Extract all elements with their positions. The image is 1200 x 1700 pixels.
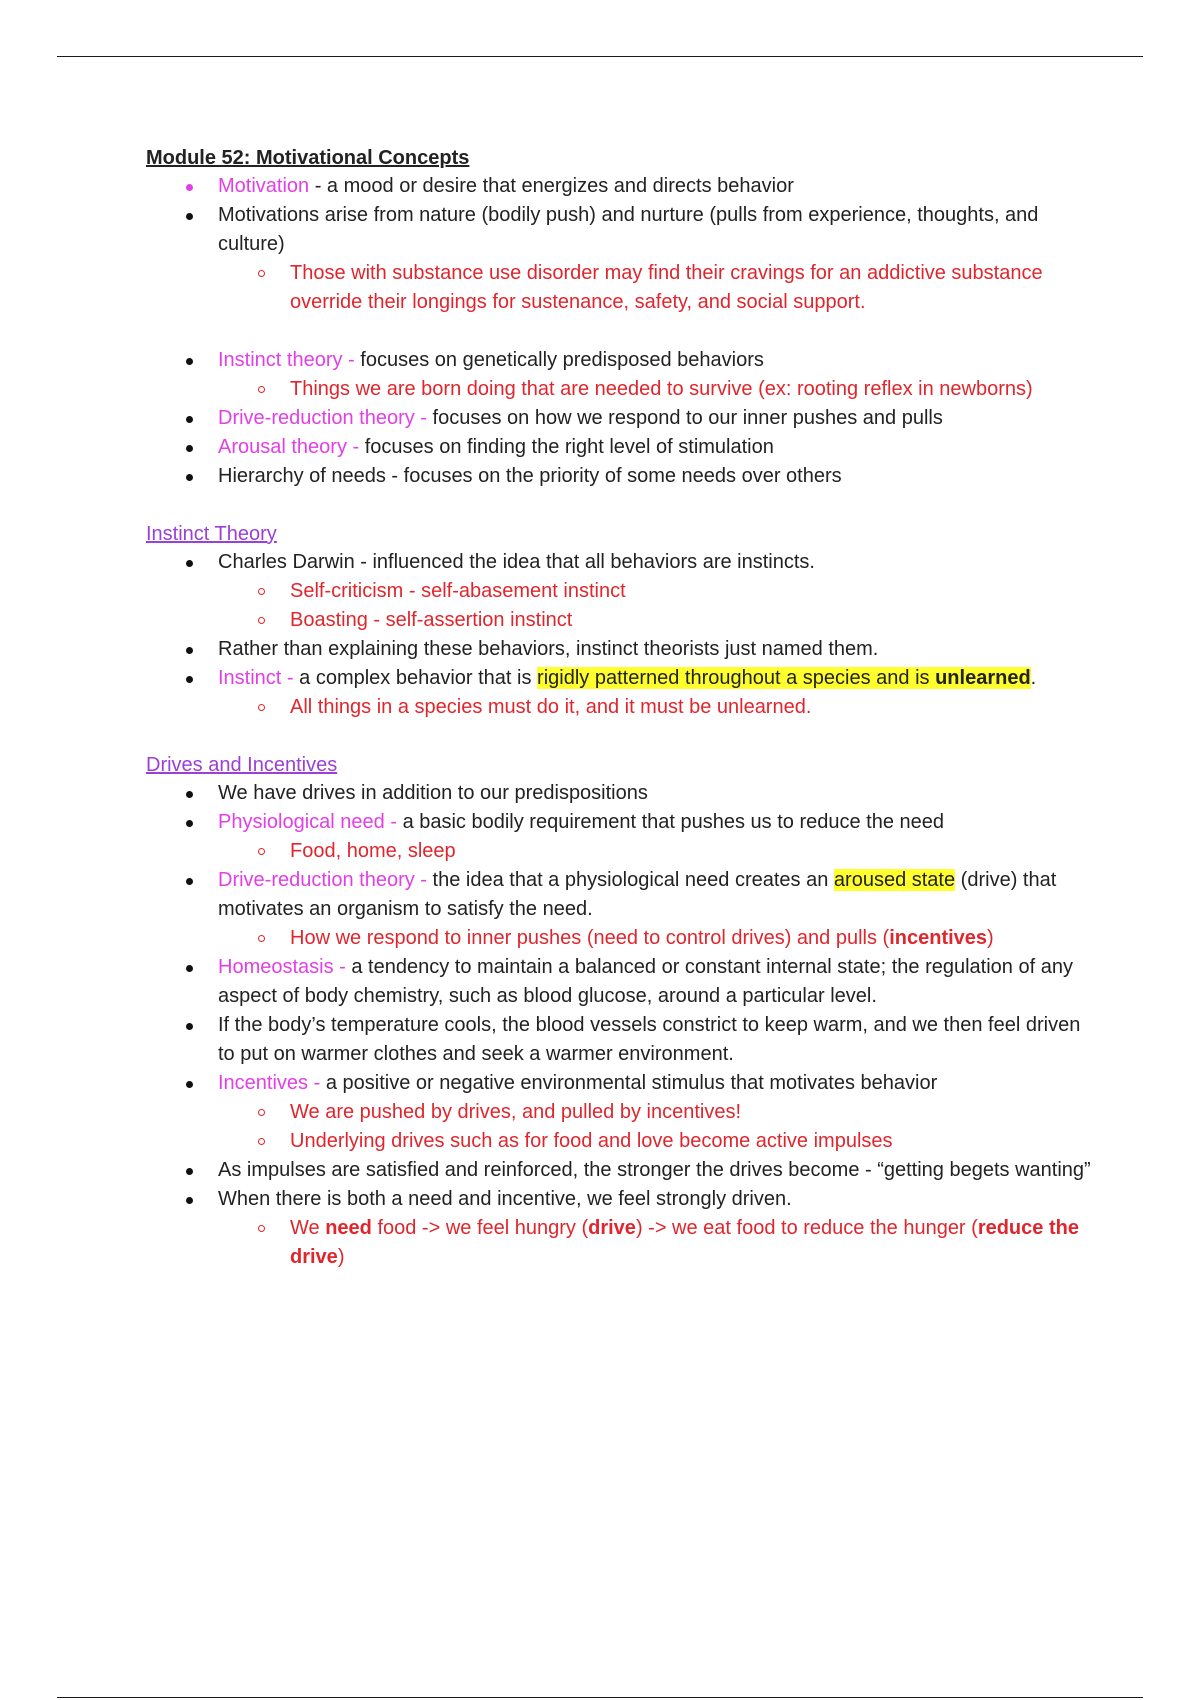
list-item: Instinct - a complex behavior that is rigidly patterned throughout a species and is unlearned. All things in a species must do it, and it must be unlearned.	[146, 664, 1096, 722]
term: Arousal theory -	[218, 436, 365, 458]
list-item: Motivation - a mood or desire that energizes and directs behavior	[146, 172, 1096, 201]
sub-list	[218, 837, 1096, 866]
sub-list-item: How we respond to inner pushes (need to control drives) and pulls (incentives)	[218, 924, 1096, 953]
top-rule	[57, 56, 1143, 57]
sub-list-item: Food, home, sleep	[218, 837, 1096, 866]
drives-list	[146, 779, 1096, 1272]
sub-list	[218, 375, 1096, 404]
list-item: Incentives - a positive or negative environmental stimulus that motivates behavior We are pushed by drives, and pulled by incentives! Underlying drives such as for food and love become active impulses	[146, 1069, 1096, 1156]
term: Homeostasis -	[218, 956, 352, 978]
spacer	[146, 722, 1096, 751]
term: Incentives -	[218, 1072, 326, 1094]
sub-list-item: Self-criticism - self-abasement instinct	[218, 577, 1096, 606]
instinct-section-title: Instinct Theory	[146, 523, 277, 545]
sub-list-item: Boasting - self-assertion instinct	[218, 606, 1096, 635]
highlight: aroused state	[833, 869, 956, 891]
list-item: Instinct theory - focuses on genetically predisposed behaviors Things we are born doing that are needed to survive (ex: rooting reflex in newborns)	[146, 346, 1096, 404]
sub-list	[218, 577, 1096, 635]
highlight: rigidly patterned throughout a species and is	[537, 667, 936, 689]
sub-list-item: All things in a species must do it, and it must be unlearned.	[218, 693, 1096, 722]
list-item: We have drives in addition to our predispositions	[146, 779, 1096, 808]
spacer	[146, 317, 1096, 346]
module-list	[146, 172, 1096, 317]
sub-list	[218, 924, 1096, 953]
sub-list-item: Those with substance use disorder may find their cravings for an addictive substance override their longings for sustenance, safety, and social support.	[218, 259, 1096, 317]
bottom-rule	[57, 1697, 1143, 1698]
list-item: If the body’s temperature cools, the blood vessels constrict to keep warm, and we then feel driven to put on warmer clothes and seek a warmer environment.	[146, 1011, 1096, 1069]
module-title: Module 52: Motivational Concepts	[146, 147, 470, 169]
list-item: Physiological need - a basic bodily requirement that pushes us to reduce the need Food, home, sleep	[146, 808, 1096, 866]
sub-list	[218, 1098, 1096, 1156]
term: Instinct -	[218, 667, 300, 689]
list-item: Charles Darwin - influenced the idea that all behaviors are instincts. Self-criticism - self-abasement instinct Boasting - self-assertion instinct	[146, 548, 1096, 635]
term: Instinct theory -	[218, 349, 361, 371]
list-item: Rather than explaining these behaviors, instinct theorists just named them.	[146, 635, 1096, 664]
sub-list-item: Things we are born doing that are needed to survive (ex: rooting reflex in newborns)	[218, 375, 1096, 404]
sub-list-item: We need food -> we feel hungry (drive) -> we eat food to reduce the hunger (reduce the drive)	[218, 1214, 1096, 1272]
list-item: As impulses are satisfied and reinforced, the stronger the drives become - “getting begets wanting”	[146, 1156, 1096, 1185]
list-item: Drive-reduction theory - the idea that a physiological need creates an aroused state (drive) that motivates an organism to satisfy the need. How we respond to inner pushes (need to control drives) and pulls (incentives)	[146, 866, 1096, 953]
sub-list-item: We are pushed by drives, and pulled by incentives!	[218, 1098, 1096, 1127]
list-item: Arousal theory - focuses on finding the right level of stimulation	[146, 433, 1096, 462]
highlight-bold: unlearned	[935, 667, 1031, 689]
list-item: Hierarchy of needs - focuses on the priority of some needs over others	[146, 462, 1096, 491]
theories-list	[146, 346, 1096, 491]
sub-list	[218, 1214, 1096, 1272]
sub-list	[218, 693, 1096, 722]
term: Motivation	[218, 175, 310, 197]
list-item: Drive-reduction theory - focuses on how we respond to our inner pushes and pulls	[146, 404, 1096, 433]
sub-list	[218, 259, 1096, 317]
term: Physiological need -	[218, 811, 403, 833]
term: Drive-reduction theory -	[218, 407, 433, 429]
list-item: Homeostasis - a tendency to maintain a balanced or constant internal state; the regulation of any aspect of body chemistry, such as blood glucose, around a particular level.	[146, 953, 1096, 1011]
spacer	[146, 491, 1096, 520]
instinct-list	[146, 548, 1096, 722]
list-item: When there is both a need and incentive, we feel strongly driven. We need food -> we feel hungry (drive) -> we eat food to reduce the hunger (reduce the drive)	[146, 1185, 1096, 1272]
sub-list-item: Underlying drives such as for food and love become active impulses	[218, 1127, 1096, 1156]
list-item: Motivations arise from nature (bodily push) and nurture (pulls from experience, thoughts, and culture) Those with substance use disorder may find their cravings for an addictive substance override their longings for sustenance, safety, and social support.	[146, 201, 1096, 317]
document-body	[146, 144, 1096, 1272]
drives-section-title: Drives and Incentives	[146, 754, 338, 776]
term: Drive-reduction theory -	[218, 869, 433, 891]
